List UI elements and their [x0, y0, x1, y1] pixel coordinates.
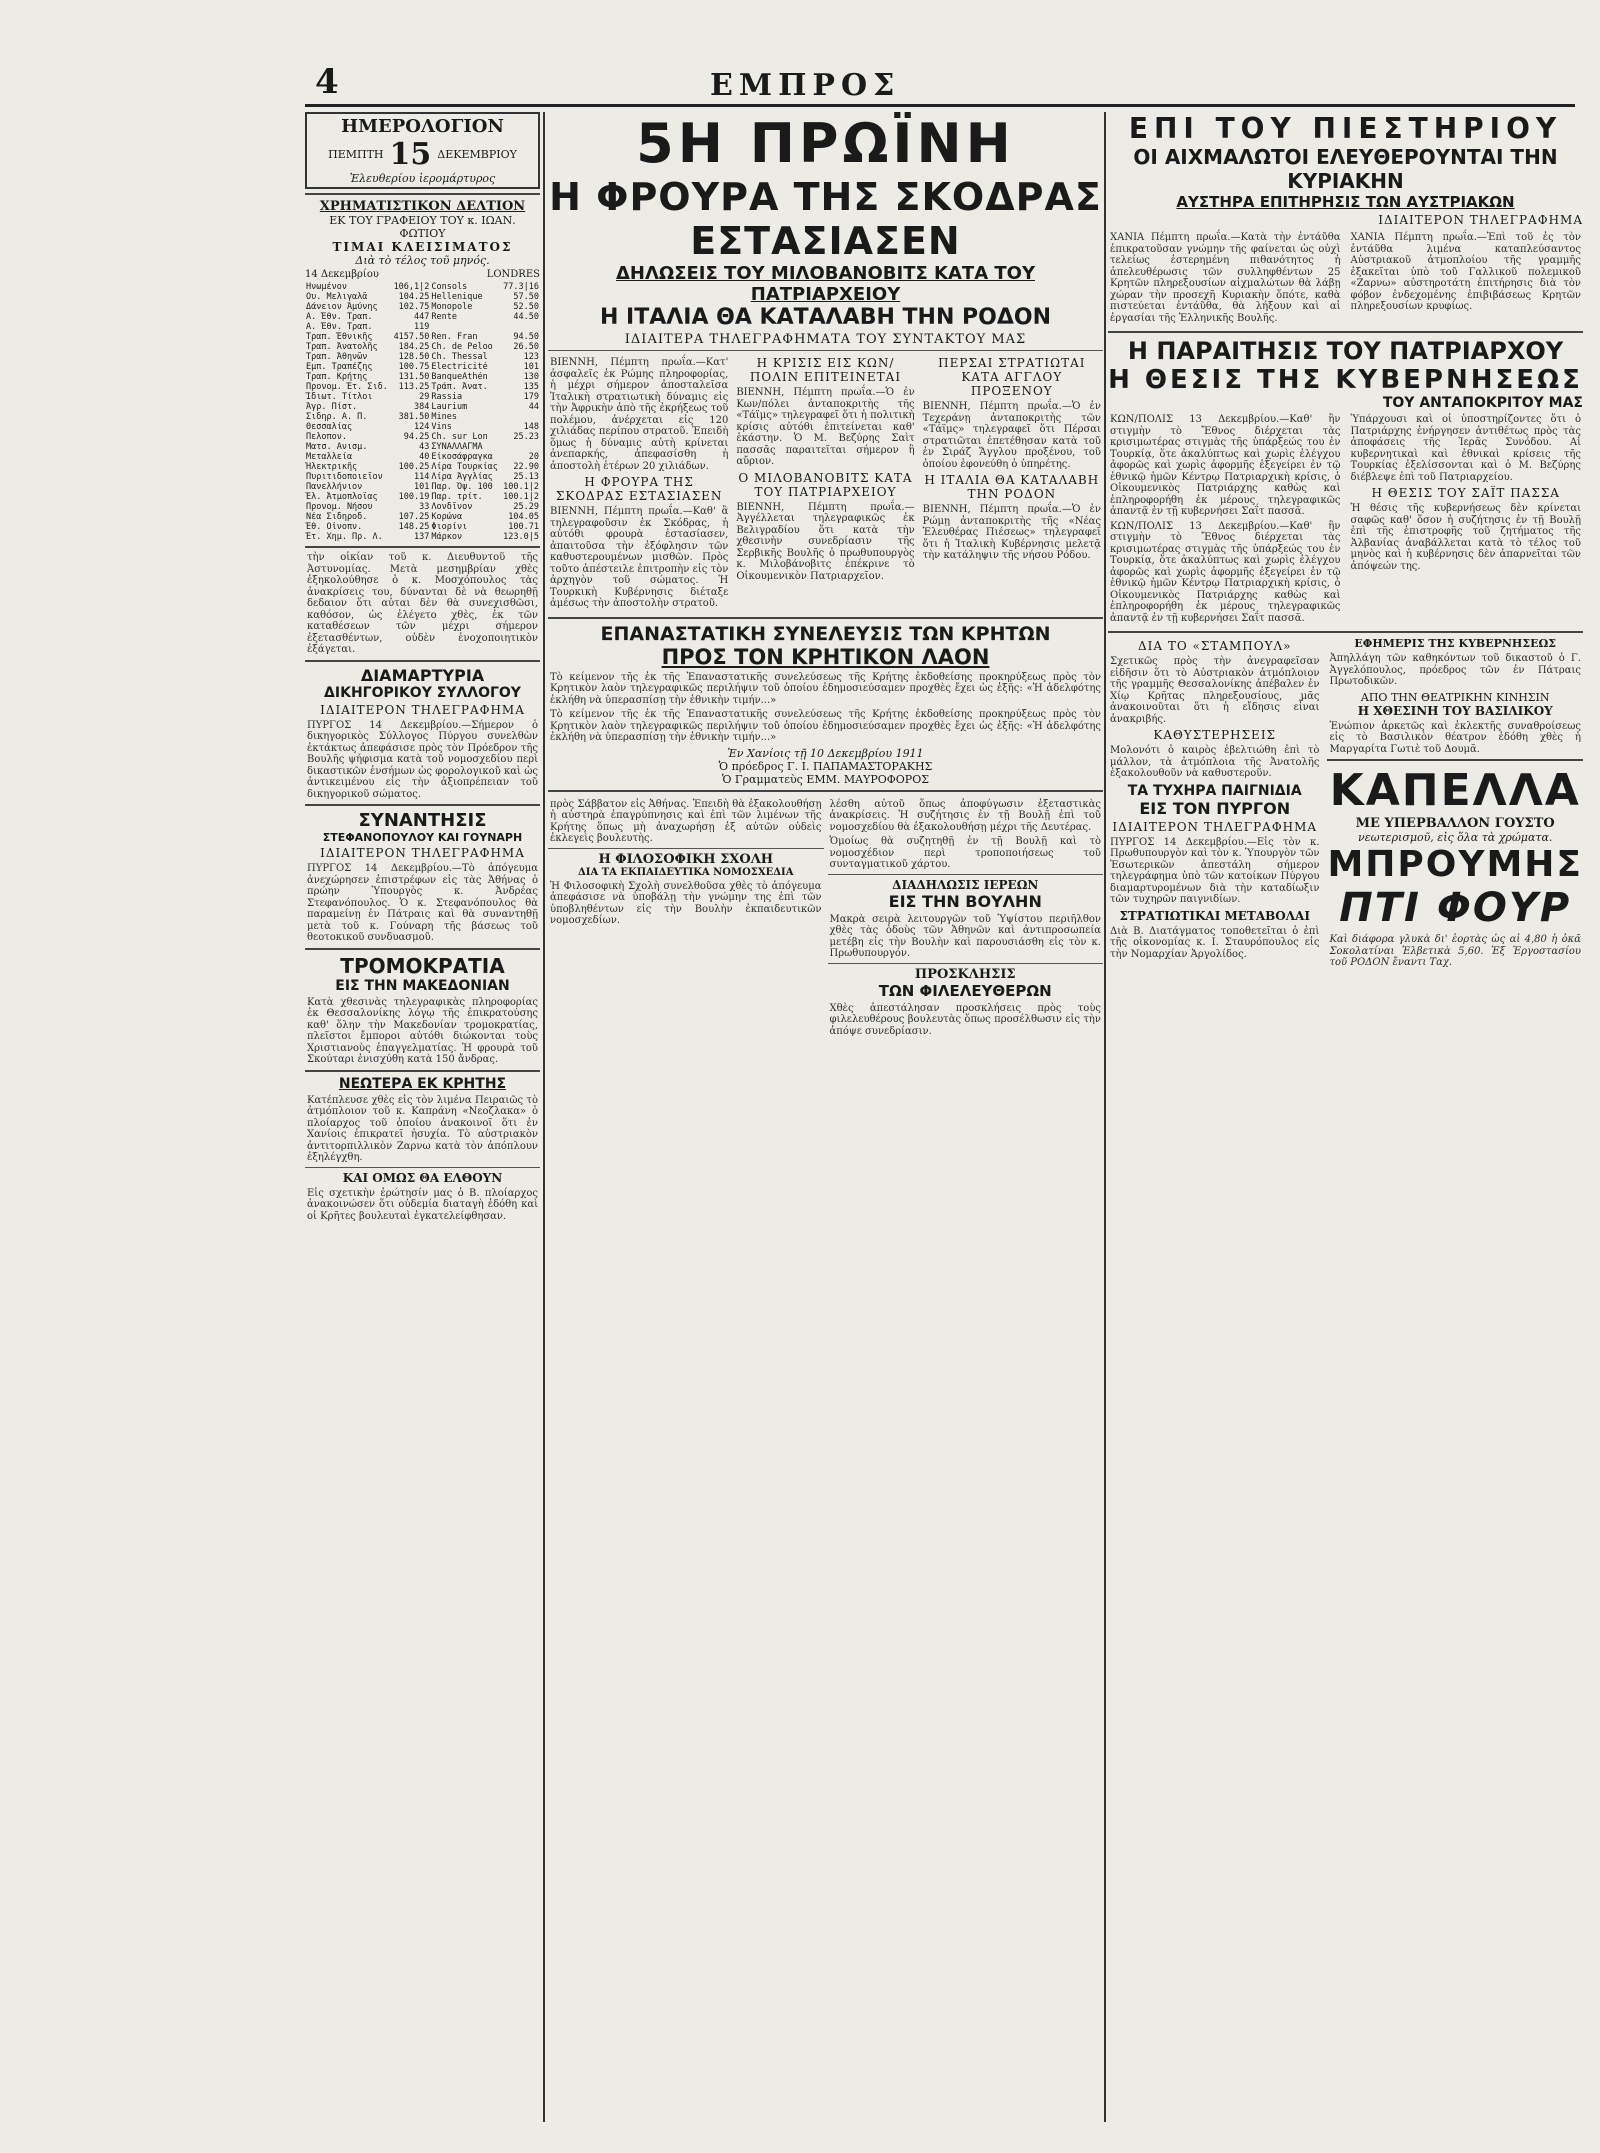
theatre-text: Ἐνώπιον ἀρκετῶς καὶ ἐκλεκτῆς συναθροίσεως εἰς τὸ Βασιλικὸν θέατρον ἐδόθη χθὲς ἡ Μαργαρίτα Γωτιὲ τοῦ Δουμᾶ. — [1329, 720, 1581, 755]
welcome-title: ΠΡΟΣΚΛΗΣΙΣ — [914, 966, 1016, 982]
market-note: Διὰ τὸ τέλος τοῦ μηνός. — [355, 254, 490, 267]
market-cell: 57.50 — [513, 292, 539, 302]
ad-brand: ΜΠΡΟΥΜΗΣ — [1327, 844, 1583, 885]
market-source: ΕΚ ΤΟΥ ΓΡΑΦΕΙΟΥ ΤΟΥ κ. ΙΩΑΝ. ΦΩΤΙΟΥ — [329, 214, 516, 240]
market-cell: 104.25 — [398, 292, 430, 302]
market-row — [305, 432, 540, 442]
captives-text-a: ΧΑΝΙΑ Πέμπτη πρωΐα.—Κατὰ τὴν ἐντάῦθα ἐπικρατοῦσαν γνώμην τῆς φαίνεται ὡς οὐχὶ τελείως ἐστερημένη πιθανότητος ἡ ἀπελευθέρωσις τῶν συλληφθέντων 25 Κρητῶν πληρεξουσίων αἰχμαλώτων θὰ λάβῃ χώραν τὴν προσεχῆ Κυριακὴν ὅπότε, καθὰ πιστεύεται ἐντάῦθα, θὰ λήξουν καὶ αἱ ἐργασίαι τῆς Ἑλληνικῆς Βουλῆς. — [1110, 232, 1341, 324]
market-closing: ΤΙΜΑΙ ΚΛΕΙΣΙΜΑΤΟΣ — [332, 240, 513, 254]
market-cell: 100.25 — [398, 462, 430, 472]
market-cell: 148.25 — [398, 522, 430, 532]
market-cell: Α. Ἐθν. Τραπ. — [306, 312, 373, 322]
market-cell: Παρ. τρίτ. — [431, 492, 483, 502]
market-cell: 52.50 — [513, 302, 539, 312]
police-text: τὴν οἰκίαν τοῦ κ. Διευθυντοῦ τῆς Ἀστυνομίας. Μετὰ μεσημβρίαν χθὲς ἐξηκολούθησε ὁ κ. Μοσχόπουλος τὰς ἀνακρίσεις του, δύνανται δὲ νὰ θεωρηθῇ δεδαιον ὅτι αὐται δὲν θὰ συνεχισθῶσι, καθόσον, ὡς ἐλέγετο χθὲς, ἐκ τῶν καταθέσεων τῶν μέχρι σήμερον ἐξετασθέντων, οὐδὲν ἐνοχοποιητικὸν ἐξάγεται. — [307, 552, 538, 655]
market-row — [305, 322, 540, 332]
press-head: ΕΠΙ ΤΟΥ ΠΙΕΣΤΗΡΙΟΥ — [1128, 112, 1563, 145]
cretan-text: Τὸ κείμενον τῆς ἐκ τῆς Ἐπαναστατικῆς συνελεύσεως τῆς Κρήτης ἐκδοθείσης προκηρύξεως πρὸς τὸν Κρητικὸν λαὸν τηλεγραφικῶς περιλήψιν τοῦ ὁποίου ἐδημοσιεύσαμεν προχθὲς ἔχει ὡς ἑξῆς: «Ἡ ἀδελφότης ἐκλήθη νὰ ὑπερασπίσῃ τὴν ἐθνικὴν τιμήν...» — [550, 709, 1101, 743]
market-cell — [501, 442, 540, 452]
market-cell: Τραπ. Ἀθηνῶν — [306, 352, 368, 362]
market-row — [305, 302, 540, 312]
patriarch-text — [1108, 411, 1583, 627]
market-cell: Μάρκον — [431, 532, 463, 542]
bottom-section — [548, 796, 1103, 1041]
page-header — [0, 0, 1600, 110]
market-cell: 137 — [414, 532, 430, 542]
market-cell: 20 — [528, 452, 539, 462]
market-cell: BanqueAthén — [431, 372, 488, 382]
column-left — [305, 112, 540, 2122]
divider — [1327, 759, 1583, 761]
market-cell: Ἰδιωτ. Τίτλοι — [306, 392, 373, 402]
market-cell: Ου. Μελιγαλᾶ — [306, 292, 368, 302]
patriarch-text-c: Ἡ θέσις τῆς κυβερνήσεως δὲν κρίνεται σαφῶς καθ' ὅσον ἡ συζήτησις ἐν τῇ Βουλῇ ἐπὶ τῆς ἐπιστροφῆς τοῦ ζητήματος τῆς Ἀλβανίας ἀναβάλλεται κατὰ τὸ τέλος τοῦ μηνὸς καὶ ἡ κυβέρνησις δὲν ἀπαρνεῖται τῶν ἀπόψεών της. — [1350, 503, 1581, 572]
market-cell: Ren. Fran — [431, 332, 478, 342]
market-cell: 113.25 — [398, 382, 430, 392]
deck-1: ΔΗΛΩΣΕΙΣ ΤΟΥ ΜΙΛΟΒΑΝΟΒΙΤΣ ΚΑΤΑ ΤΟΥ ΠΑΤΡΙΑΡΧΕΙΟΥ — [615, 263, 1036, 305]
telegram-a-head: Η ΦΡΟΥΡΑ ΤΗΣ ΣΚΟΔΡΑΣ ΕΣΤΑΣΙΑΣΕΝ — [555, 475, 723, 503]
market-row — [305, 512, 540, 522]
gazette-text: Ἀπηλλάγη τῶν καθηκόντων τοῦ δικαστοῦ ὁ Γ. Ἀγγελόπουλος, πρόεδρος τῶν ἐν Πάτραις Πρωτοδικῶν. — [1329, 653, 1581, 687]
market-row — [305, 332, 540, 342]
cretan-text: Τὸ κείμενον τῆς ἐκ τῆς Ἐπαναστατικῆς συνελεύσεως τῆς Κρήτης ἐκδοθείσης προκηρύξεως πρὸς τὸν Κρητικὸν λαὸν τηλεγραφικῶς περιλήψιν τοῦ ὁποίου ἐδημοσιεύσαμεν προχθὲς ἔχει ὡς ἑξῆς: «Ἡ ἀδελφότης ἐκλήθη νὰ ὑπερασπίσῃ τὴν ἐθνικὴν τιμήν...» — [550, 671, 1101, 706]
market-cell: Vins — [431, 422, 452, 432]
terror-title2: ΕΙΣ ΤΗΝ ΜΑΚΕΔΟΝΙΑΝ — [335, 977, 510, 994]
crete-tail-text: Εἰς σχετικὴν ἐρώτησίν μας ὁ Β. πλοίαρχος ἀνακοινώσεν ὅτι οὐδεμία διαταγὴ ἐδόθη καὶ οἱ Κρῆτες βουλευταὶ ἐγκατελείφθησαν. — [307, 1187, 538, 1222]
market-cell: Ἐθ. Οἰνοπν. — [306, 522, 363, 532]
market-row — [305, 312, 540, 322]
calendar-date — [309, 137, 536, 172]
divider — [305, 546, 540, 548]
market-cell: Μεταλλεία — [306, 452, 353, 462]
market-cell: 100.75 — [398, 362, 430, 372]
priests-text: Μακρὰ σειρὰ λειτουργῶν τοῦ Ὑψίστου περιῆλθον χθὲς τὰς ὁδοὺς τῶν Ἀθηνῶν καὶ ἀντιπροσωπεία μετέβη εἰς τὴν Βουλὴν καὶ παρουσιάσθη εἰς τὸν κ. Πρωθυπουργόν. — [829, 913, 1101, 959]
divider — [828, 963, 1104, 964]
market-cell: 184.25 — [398, 342, 430, 352]
market-cell: 29 — [419, 392, 430, 402]
market-cell: 130 — [523, 372, 539, 382]
market-row — [305, 342, 540, 352]
market-cell: Consols — [431, 282, 468, 292]
telegram-e-head: Η ΙΤΑΛΙΑ ΘΑ ΚΑΤΑΛΑΒΗ ΤΗΝ ΡΟΔΟΝ — [924, 473, 1100, 501]
ad-brand-2: ΠΤΙ ΦΟΥΡ — [1339, 885, 1572, 931]
market-row — [305, 492, 540, 502]
market-cell: Ἐτ. Χημ. Πρ. Λ. — [306, 532, 383, 542]
telegram-d: ΒΙΕΝΝΗ, Πέμπτη πρωΐα.—Ὁ ἐν Τεχεράνῃ ἀνταποκριτὴς τῶν «Τάϊμς» τηλεγραφεῖ ὅτι Πέρσαι στρατιῶται ἐπετέθησαν κατὰ τοῦ ἐν Σιράζ Ἄγγλου προξένου, τοῦ ὁποίου ἐφονεύθη ὁ ὑπηρέτης. — [922, 401, 1101, 470]
telegram-b: ΒΙΕΝΝΗ, Πέμπτη πρωΐα.—Ὁ ἐν Κων/πόλει ἀνταποκριτὴς τῆς «Τάϊμς» τηλεγραφεῖ ὅτι ἡ πολιτικὴ κρίσις αὐτόθι ἐπιτείνεται καθ' ἑκάστην. Ὁ Μ. Βεζύρης Σαὶτ πασσᾶς παραιτεῖται σήμερον ἢ αὔριον. — [736, 387, 915, 467]
market-cell: Θεσσαλίας — [306, 422, 353, 432]
correspondent-line: ΤΟΥ ΑΝΤΑΠΟΚΡΙΤΟΥ ΜΑΣ — [1382, 395, 1583, 411]
market-cell: 381.50 — [398, 412, 430, 422]
delays-head: ΚΑΘΥΣΤΕΡΗΣΕΙΣ — [1153, 728, 1277, 742]
priests-title: ΔΙΑΔΗΛΩΣΙΣ ΙΕΡΕΩΝ — [892, 877, 1039, 892]
market-cell: 131.50 — [398, 372, 430, 382]
market-row — [305, 472, 540, 482]
protest-title: ΔΙΑΜΑΡΤΥΡΙΑ — [360, 665, 485, 685]
bottom-text-3: Ὁμοίως θὰ συζητηθῇ ἐν τῇ Βουλῇ καὶ τὸ νομοσχέδιον περὶ τροποποιήσεως τοῦ συνταγματικοῦ χάρτου. — [829, 836, 1101, 870]
market-cell: 44 — [528, 402, 539, 412]
lead-headline: Η ΦΡΟΥΡΑ ΤΗΣ ΣΚΟΔΡΑΣ ΕΣΤΑΣΙΑΣΕΝ — [549, 175, 1102, 263]
market-cell: 100.1|2 — [503, 482, 539, 492]
telegram-c-head: Ο ΜΙΛΟΒΑΝΟΒΙΤΣ ΚΑΤΑ ΤΟΥ ΠΑΤΡΙΑΡΧΕΙΟΥ — [738, 470, 913, 499]
divider — [305, 660, 540, 662]
market-row — [305, 392, 540, 402]
masthead: ΕΜΠΡΟΣ — [710, 68, 901, 103]
telegram-c: ΒΙΕΝΝΗ, Πέμπτη πρωΐα.—Ἀγγέλλεται τηλεγραφικῶς ἐκ Βελιγραδίου ὅτι κατὰ τὴν χθεσινὴν συνεδρίασιν τῆς Σερβικῆς Βουλῆς ὁ πρωθυπουργὸς κ. Μιλοβάνοβιτς ἐπέκρινε τὸ Οἰκουμενικὸν Πατριαρχεῖον. — [736, 501, 915, 582]
column-divider — [543, 112, 545, 2122]
patriarch-text-a: ΚΩΝ/ΠΟΛΙΣ 13 Δεκεμβρίου.—Καθ' ἣν στιγμὴν τὸ Ἔθνος διέρχεται τὰς κρισιμωτέρας στιγμὰς τῆς ὑπάρξεώς του ἐν Τουρκίᾳ, ὅτε ἀκαλύπτως καὶ χωρὶς ἐλέγχου ἀφορῶς καὶ χωρὶς ἀφορμῆς ἐξεγείρει ἐν τῷ ἐθνικῷ ἡμῶν Κέντρῳ Πατριαρχικὴ κρίσις, ὁ Οἰκουμενικὸς Πατριάρχης καθὼς καὶ ἐπληροφορήθη ἐκ μέρους τηλεγραφικῶς ἀπαντᾷ ἐν τῇ κυβερνήσει Σαΐτ πασσᾶ. — [1110, 520, 1341, 624]
crete-text: Κατέπλευσε χθὲς εἰς τὸν λιμένα Πειραιῶς τὸ ἀτμόπλοιον τοῦ κ. Καπράνη «Νεοζλακα» ὁ πλοίαρχος τοῦ ὁποίου ἀνακοινοῖ ὅτι ἐν Χανίοις ἐπικρατεῖ ἡσυχία. Τὸ αὐστριακὸν ἀντιτορπιλλικὸν Ζαρνω κατὰ τὸν ἀπόπλουν ἐξηλέγχθη. — [307, 1094, 538, 1163]
market-cell: Ch. sur Lon — [431, 432, 488, 442]
market-cell: 94.50 — [513, 332, 539, 342]
meetings-title2: ΣΤΕΦΑΝΟΠΟΥΛΟΥ ΚΑΙ ΓΟΥΝΑΡΗ — [322, 831, 523, 844]
market-row — [305, 452, 540, 462]
market-cell — [501, 322, 540, 332]
kicker: 5Η ΠΡΩΪΝΗ — [636, 112, 1015, 175]
games-sub: ΙΔΙΑΙΤΕΡΟΝ ΤΗΛΕΓΡΑΦΗΜΑ — [1112, 819, 1318, 834]
market-cell: 135 — [523, 382, 539, 392]
market-cell: Πυριτιδοποιεῖον — [306, 472, 383, 482]
market-cell — [501, 412, 540, 422]
divider — [1108, 331, 1583, 333]
market-cell: 101 — [414, 482, 430, 492]
market-cell: 447 — [414, 312, 430, 322]
stampa-head: ΔΙΑ ΤΟ «ΣΤΑΜΠΟΥΛ» — [1137, 639, 1292, 653]
terror-text: Κατὰ χθεσινὰς τηλεγραφικὰς πληροφορίας ἐκ Θεσσαλονίκης λόγῳ τῆς ἐπικρατούσης καθ' ὅλην τὴν Μακεδονίαν τρομοκρατίας, πλεῖστοι ἔμποροι αὐτόθι διώκονται τοὺς Χριστιανοὺς ἐπαγγελματίας. Ἡ φρουρὰ τοῦ Σκούταρι ἐνισχύθη κατὰ 150 ἄνδρας. — [307, 996, 538, 1065]
market-row — [305, 522, 540, 532]
divider — [1108, 631, 1583, 633]
market-cell: Λονδῖνον — [431, 502, 473, 512]
market-row — [305, 482, 540, 492]
bottom-text: πρὸς Σάββατον εἰς Ἀθήνας. Ἐπειδὴ θὰ ἐξακολουθήσῃ ἡ αὐστηρὰ ἐπαγρύπνησις καὶ ἐπὶ τῶν λιμένων τῆς Κρήτης ὅπως μὴ ἀναχωρήσῃ ἐξ αὐτῶν οὐδεὶς ἐκλεγεὶς βουλευτὴς. — [550, 798, 822, 844]
market-cell: ΣΥΝΑΛΛΑΓΜΑ — [431, 442, 483, 452]
market-row — [305, 532, 540, 542]
market-cell: 25.13 — [513, 472, 539, 482]
stampa-text: Σχετικῶς πρὸς τὴν ἀνεγραφεῖσαν εἰδῆσιν ὅτι τὸ Αὐστριακὸν ἀτμόπλοιον τῆς γραμμῆς Θεσσαλονίκης ἀπέβαλεν ἐν Χίῳ Κρῆτας πληρεξουσίους, μᾶς ἀνακοινοῦται ὅτι ἡ εἴδησις εἶναι ἀνακριβής. — [1110, 656, 1320, 725]
divider — [305, 804, 540, 806]
divider — [548, 350, 1103, 351]
captives-text — [1108, 229, 1583, 327]
market-cell: Σιδηρ. Α. Π. — [306, 412, 368, 422]
telegram-e: ΒΙΕΝΝΗ, Πέμπτη πρωΐα.—Ὁ ἐν Ρώμῃ ἀνταποκριτὴς τῆς «Νέας Ἐλευθέρας Πιέσεως» τηλεγραφεῖ ὅτι ἡ Ἰταλικὴ Κυβέρνησις μελετᾷ τὴν κατάληψιν τῆς νήσου Ρόδου. — [922, 504, 1101, 561]
divider — [548, 848, 824, 849]
market-cell: Κορώνα — [431, 512, 463, 522]
divider — [305, 1070, 540, 1072]
theatre-head: ΑΠΟ ΤΗΝ ΘΕΑΤΡΙΚΗΝ ΚΙΝΗΣΙΝ — [1360, 690, 1550, 704]
market-cell — [430, 322, 501, 332]
market-cell: 100.19 — [398, 492, 430, 502]
market-cell: 106,1|2 — [393, 282, 430, 292]
terror-title: ΤΡΟΜΟΚΡΑΤΙΑ — [340, 953, 505, 978]
telegram-a: ΒΙΕΝΝΗ, Πέμπτη πρωΐα.—Κατ' ἀσφαλεῖς ἐκ Ρώμης πληροφορίας, ἡ μέχρι σήμερον ἀποσταλεῖσα Ἰταλικὴ στρατιωτικὴ δύναμις εἰς τὴν Ἀφρικὴν ἀπὸ τῆς ἐκρήξεως τοῦ πολέμου, ἀνέρχεται εἰς 120 χιλιάδας περίπου στρατοῦ. Ἐπειδὴ ὅμως ἡ δύναμις αὐτὴ κρίνεται ἀνεπαρκής, ἀπεφασίσθη ἡ ἀποστολὴ ἑτέρων 20 χιλιάδων. — [550, 357, 729, 472]
market-cell: 25.23 — [513, 432, 539, 442]
market-date: 14 Δεκεμβρίου — [305, 269, 379, 280]
bottom-text-2: λέσθη αὐτοῦ ὅπως ἀποφύγωσιν ἐξεταστικὰς ἀνακρίσεις. Ἡ συζήτησις ἐν τῇ Βουλῇ ἐπὶ τοῦ νομοσχεδίου θὰ ἐξακολουθήσῃ μέχρι τῆς Δευτέρας. — [829, 798, 1101, 833]
market-cell: 43 — [419, 442, 430, 452]
column-right — [1108, 112, 1583, 2122]
market-cell: Laurium — [431, 402, 468, 412]
patriarch-headline: Η ΠΑΡΑΙΤΗΣΙΣ ΤΟΥ ΠΑΤΡΙΑΡΧΟΥ — [1127, 337, 1564, 365]
market-cell: Monopole — [431, 302, 473, 312]
market-cell: 124 — [414, 422, 430, 432]
market-cell: Τραπ. Ἐθνικῆς — [306, 332, 373, 342]
games-text: ΠΥΡΓΟΣ 14 Δεκεμβρίου.—Εἰς τὸν κ. Πρωθυπουργὸν καὶ τὸν κ. Ὑπουργὸν τῶν Ἐσωτερικῶν ἀπεστάλη σήμερον τηλεγράφημα ὑπὸ τῶν κατοίκων Πύργου διαμαρτυρομένων διὰ τὴν καταδίωξιν τῶν τυχηρῶν παιγνιδίων. — [1110, 836, 1320, 905]
divider — [548, 790, 1103, 792]
market-cell: Ch. Thessal — [431, 352, 488, 362]
market-cell: Δάνειον Ἀμύνης — [306, 302, 378, 312]
market-row — [305, 412, 540, 422]
market-cell: Εἰκοσάφραγκα — [431, 452, 493, 462]
military-head: ΣΤΡΑΤΙΩΤΙΚΑΙ ΜΕΤΑΒΟΛΑΙ — [1119, 908, 1310, 923]
meetings-text: ΠΥΡΓΟΣ 14 Δεκεμβρίου.—Τὸ ἀπόγευμα ἀνεχώρησεν ἐπιστρέφων εἰς τὰς Ἀθήνας ὁ πρώην Ὑπουργὸς κ. Ἀνδρέας Στεφανόπουλος. Ὁ κ. Στεφανόπουλος θὰ παραμείνῃ ἐν Πάτραις καὶ θὰ συναντηθῇ μετὰ τοῦ κ. Γούναρη τῆς βάσεως τοῦ θεοτοκικοῦ συνδυασμοῦ. — [307, 863, 538, 943]
market-cell: Τραπ. Κρήτης — [306, 372, 368, 382]
lower-right — [1108, 637, 1583, 972]
gazette-head: ΕΦΗΜΕΡΙΣ ΤΗΣ ΚΥΒΕΡΝΗΣΕΩΣ — [1354, 637, 1557, 650]
page-number: 4 — [315, 62, 339, 102]
priests-title2: ΕΙΣ ΤΗΝ ΒΟΥΛΗΝ — [888, 891, 1042, 911]
market-cell: Εμπ. Τραπέζης — [306, 362, 373, 372]
market-row — [305, 362, 540, 372]
market-cell: Προνομ. Ἐτ. Σιδ. — [306, 382, 388, 392]
calendar-month: ΔΕΚΕΜΒΡΙΟΥ — [437, 148, 517, 161]
market-cell: 101 — [523, 362, 539, 372]
cretan-section — [548, 623, 1103, 786]
telegram-b-head: Η ΚΡΙΣΙΣ ΕΙΣ ΚΩΝ/ΠΟΛΙΝ ΕΠΙΤΕΙΝΕΤΑΙ — [749, 356, 902, 384]
market-cell: 100.1|2 — [503, 492, 539, 502]
market-cell: 123.0|5 — [503, 532, 539, 542]
games-head2: ΕΙΣ ΤΟΝ ΠΥΡΓΟΝ — [1139, 798, 1291, 818]
byline: ΙΔΙΑΙΤΕΡΑ ΤΗΛΕΓΡΑΦΗΜΑΤΑ ΤΟΥ ΣΥΝΤΑΚΤΟΥ ΜΑΣ — [624, 332, 1027, 347]
divider — [305, 948, 540, 950]
ad-line: ΜΕ ΥΠΕΡΒΑΛΛΟΝ ΓΟΥΣΤΟ — [1355, 816, 1555, 831]
divider — [305, 193, 540, 195]
market-cell: 26.50 — [513, 342, 539, 352]
school-text: Ἡ Φιλοσοφικὴ Σχολὴ συνελθοῦσα χθὲς τὸ ἀπόγευμα ἀπεφάσισε νὰ ὑποβάλῃ τὴν γνώμην της ἐπὶ τῶν ὑποβληθέντων εἰς τὴν Βουλὴν ἐκπαιδευτικῶν νομοσχεδίων. — [550, 880, 822, 926]
protest-sub: ΙΔΙΑΙΤΕΡΟΝ ΤΗΛΕΓΡΑΦΗΜΑ — [320, 702, 525, 717]
market-row — [305, 422, 540, 432]
market-cell: 384 — [414, 402, 430, 412]
market-cell: Τραπ. Ἀνατολῆς — [306, 342, 378, 352]
market-cell: Hellenique — [431, 292, 483, 302]
calendar-title: ΗΜΕΡΟΛΟΓΙΟΝ — [341, 116, 504, 137]
market-cell: Ἠλεκτρικῆς — [306, 462, 358, 472]
school-title: Η ΦΙΛΟΣΟΦΙΚΗ ΣΧΟΛΗ — [598, 851, 774, 867]
market-cell: Προνομ. Νήσου — [306, 502, 373, 512]
captives-text-b: ΧΑΝΙΑ Πέμπτη πρωΐα.—Ἐπὶ τοῦ ἐς τὸν ἐντάῦθα λιμένα καταπλεύσαντος Αὐστριακοῦ ἀτμοπλοίου τῆς γραμμῆς ἐξακεῖται ὑπὸ τοῦ Γαλλικοῦ πολεμικοῦ «Ζαρνω» αὐστηροτάτη ἐπιτήρησις διὰ τὸν φόβον ἐνδεχομένης ἐπιβιβάσεως Κρητῶν πληρεξουσίων κρυφίως. — [1350, 232, 1581, 312]
market-cell: Rente — [431, 312, 457, 322]
market-cell: 179 — [523, 392, 539, 402]
calendar-saint: Ἐλευθερίου ἱερομάρτυρος — [349, 172, 496, 185]
market-cell: Πανελλήνιον — [306, 482, 363, 492]
market-cell: 102.75 — [398, 302, 430, 312]
market-cell: Α. Ἐθν. Τραπ. — [306, 322, 373, 332]
market-cell: 77.3|16 — [503, 282, 539, 292]
divider — [828, 874, 1104, 875]
austria-headline: ΑΥΣΤΗΡΑ ΕΠΙΤΗΡΗΣΙΣ ΤΩΝ ΑΥΣΤΡΙΑΚΩΝ — [1176, 193, 1515, 211]
theatre-head2: Η ΧΘΕΣΙΝΗ ΤΟΥ ΒΑΣΙΛΙΚΟΥ — [1357, 703, 1553, 718]
military-text: Διὰ Β. Διατάγματος τοποθετεῖται ὁ ἐπὶ τῆς οἰκονομίας κ. Ι. Σταυρόπουλος εἰς τὴν Νομαρχίαν Ἀργολίδος. — [1110, 925, 1320, 960]
calendar-weekday: ΠΕΜΠΤΗ — [328, 148, 384, 161]
meetings-title: ΣΥΝΑΝΤΗΣΙΣ — [358, 810, 487, 831]
captives-headline: ΟΙ ΑΙΧΜΑΛΩΤΟΙ ΕΛΕΥΘΕΡΟΥΝΤΑΙ ΤΗΝ ΚΥΡΙΑΚΗΝ — [1133, 145, 1558, 193]
protest-text: ΠΥΡΓΟΣ 14 Δεκεμβρίου.—Σήμερον ὁ δικηγορικὸς Σύλλογος Πύργου συνελθὼν ἐκτάκτως ἀπεφάσισε πρὸς τὸν Πρόεδρον τῆς Βουλῆς ψήφισμα κατὰ τοῦ νομοσχεδίου περὶ δικαστικῶν ἐνσήμων ὡς φορολογικοῦ καὶ ὡς ἀντικειμένου εἰς τὴν ἀξιοπρέπειαν τοῦ δικηγορικοῦ σώματος. — [307, 719, 538, 800]
cretan-sign: Ἐν Χανίοις τῇ 10 Δεκεμβρίου 1911 — [727, 746, 924, 760]
school-title2: ΔΙΑ ΤΑ ΕΚΠΑΙΔΕΥΤΙΚΑ ΝΟΜΟΣΧΕΔΙΑ — [578, 866, 794, 878]
column-divider — [1104, 112, 1106, 2122]
ad-line-3: νεωτερισμοῦ, εἰς ὅλα τὰ χρώματα. — [1358, 831, 1553, 844]
market-cell: 107.25 — [398, 512, 430, 522]
cretan-sign-president: Ὁ πρόεδρος Γ. Ι. ΠΑΠΑΜΑΣΤΟΡΑΚΗΣ — [718, 759, 933, 773]
header-rule — [305, 104, 1575, 107]
market-row — [305, 402, 540, 412]
telegram-d-head: ΠΕΡΣΑΙ ΣΤΡΑΤΙΩΤΑΙ ΚΑΤΑ ΑΓΓΛΟΥ ΠΡΟΞΕΝΟΥ — [938, 356, 1086, 398]
crete-tail-title: ΚΑΙ ΟΜΩΣ ΘΑ ΕΛΘΟΥΝ — [342, 1170, 503, 1185]
telegram-a2: ΒΙΕΝΝΗ, Πέμπτη πρωΐα.—Καθ' ἃ τηλεγραφοῦσιν ἐκ Σκόδρας, ἡ αὐτόθι φρουρὰ ἐστασίασεν, ἀπαιτοῦσα τὴν ἐξόφλησιν τῶν καθυστερουμένων μισθῶν. Πρὸς τοῦτο ἀπέστειλε ἐπιτροπὴν εἰς τὸν ἀρχηγὸν τοῦ σώματος. Ἡ Τουρκικὴ Κυβέρνησις διέταξε ἀμέσως τὴν ἀποστολὴν στρατοῦ. — [550, 506, 729, 609]
market-cell: 148 — [523, 422, 539, 432]
games-head: ΤΑ ΤΥΧΗΡΑ ΠΑΙΓΝΙΔΙΑ — [1127, 782, 1302, 799]
market-cell: Νέα Σιδηροδ. — [306, 512, 368, 522]
divider — [305, 1167, 540, 1168]
cretan-sign-secretary: Ὁ Γραμματεὺς ΕΜΜ. ΜΑΥΡΟΦΟΡΟΣ — [721, 772, 929, 786]
market-cell: Rassia — [431, 392, 463, 402]
column-center — [548, 112, 1103, 2122]
market-cell: 123 — [523, 352, 539, 362]
market-row — [305, 502, 540, 512]
market-cell: 119 — [414, 322, 430, 332]
delays-text: Μολονότι ὁ καιρὸς ἐβελτιώθη ἐπὶ τὸ μάλλον, τὰ ἀτμόπλοια τῆς Ἀνατολῆς ἐξακολουθοῦν νὰ καθυστεροῦν. — [1110, 745, 1320, 779]
welcome-text: Χθὲς ἀπεστάλησαν προσκλήσεις πρὸς τοὺς φιλελευθέρους βουλευτὰς ὅπως προσέλθωσιν εἰς τὴν ἀπόψε συνεδρίασιν. — [829, 1002, 1101, 1037]
cretan-title: ΕΠΑΝΑΣΤΑΤΙΚΗ ΣΥΝΕΛΕΥΣΙΣ ΤΩΝ ΚΡΗΤΩΝ — [600, 622, 1051, 645]
market-cell: 44.50 — [513, 312, 539, 322]
ad-tail: Καὶ διάφορα γλυκὰ δι' ἑορτὰς ὡς αἱ 4,80 ἡ ὀκᾶ Σοκολατίναι Ἐλβετικὰ 5,60. Ἐξ Ἐργοστασίου τοῦ ΡΟΔΟΝ ἔναντι Ταχ. — [1329, 934, 1581, 968]
crete-title: ΝΕΩΤΕΡΑ ΕΚ ΚΡΗΤΗΣ — [338, 1075, 507, 1092]
market-cell: 33 — [419, 502, 430, 512]
market-cell: Παρ. Ὀψ. 100 — [431, 482, 493, 492]
market-row — [305, 462, 540, 472]
market-cell: 4157.50 — [393, 332, 430, 342]
market-cell: 40 — [419, 452, 430, 462]
cretan-title2: ΠΡΟΣ ΤΟΝ ΚΡΗΤΙΚΟΝ ΛΑΟΝ — [661, 644, 990, 669]
divider — [548, 617, 1103, 619]
market-cell: Ματσ. Ανισμ. — [306, 442, 368, 452]
market-cell: 94.25 — [403, 432, 430, 442]
market-london: LONDRES — [486, 269, 540, 280]
market-cell: Ηνωμένον — [306, 282, 347, 292]
market-cell: Λίρα Ἀγγλίας — [431, 472, 493, 482]
calendar-day: 15 — [389, 137, 432, 172]
deck-2: Η ΙΤΑΛΙΑ ΘΑ ΚΑΤΑΛΑΒΗ ΤΗΝ ΡΟΔΟΝ — [599, 305, 1052, 330]
market-cell: Ἑλ. Ἀτμοπλοΐας — [306, 492, 378, 502]
telegrams — [548, 354, 1103, 613]
meetings-sub: ΙΔΙΑΙΤΕΡΟΝ ΤΗΛΕΓΡΑΦΗΜΑ — [320, 846, 525, 860]
market-cell: Λίρα Τουρκίας — [431, 462, 498, 472]
market-cell: 128.50 — [398, 352, 430, 362]
calendar-box — [305, 112, 540, 189]
market-cell: 104.05 — [508, 512, 539, 522]
patriarch-text-a: ΚΩΝ/ΠΟΛΙΣ 13 Δεκεμβρίου.—Καθ' ἣν στιγμὴν τὸ Ἔθνος διέρχεται τὰς κρισιμωτέρας στιγμὰς τῆς ὑπάρξεώς του ἐν Τουρκίᾳ, ὅτε ἀκαλύπτως καὶ χωρὶς ἐλέγχου ἀφορῶς καὶ χωρὶς ἀφορμῆς ἐξεγείρει ἐν τῷ ἐθνικῷ ἡμῶν Κέντρῳ Πατριαρχικὴ κρίσις, ὁ Οἰκουμενικὸς Πατριάρχης καθὼς καὶ ἐπληροφορήθη ἐκ μέρους τηλεγραφικῶς ἀπαντᾷ ἐν τῇ κυβερνήσει Σαΐτ πασσᾶ. — [1110, 414, 1341, 517]
market-row — [305, 352, 540, 362]
market-table — [305, 282, 540, 542]
market-cell: Ch. de Peloo — [431, 342, 493, 352]
welcome-title2: ΤΩΝ ΦΙΛΕΛΕΥΘΕΡΩΝ — [878, 981, 1052, 1000]
government-headline: Η ΘΕΣΙΣ ΤΗΣ ΚΥΒΕΡΝΗΣΕΩΣ — [1108, 365, 1583, 395]
market-row — [305, 372, 540, 382]
telegram-sub: ΙΔΙΑΙΤΕΡΟΝ ΤΗΛΕΓΡΑΦΗΜΑ — [1378, 213, 1583, 227]
patriarch-text-b: Ὑπάρχουσι καὶ οἱ ὑποστηρίζοντες ὅτι ὁ Πατριάρχης ἐνήργησεν ἀντιθέτως πρὸς τὰς ἀποφάσεις τῆς Ἱερᾶς Συνόδου. Αἱ κυβερνητικαὶ καὶ ἐθνικαὶ κρίσεις τῆς Τουρκίας ἐξελίσσονται καὶ ὁ Μ. Βεζύρης διέβλεψε ἐπὶ τοῦ Πατριαρχείου. — [1350, 414, 1581, 483]
said-pasha-head: Η ΘΕΣΙΣ ΤΟΥ ΣΑΪΤ ΠΑΣΣΑ — [1371, 486, 1560, 500]
market-cell: 22.90 — [513, 462, 539, 472]
market-cell: Φιορίνι — [431, 522, 468, 532]
market-cell: 114 — [414, 472, 430, 482]
market-cell: 25.29 — [513, 502, 539, 512]
protest-title2: ΔΙΚΗΓΟΡΙΚΟΥ ΣΥΛΛΟΓΟΥ — [324, 684, 521, 701]
market-row — [305, 282, 540, 292]
market-cell: Ἀγρ. Πίστ. — [306, 402, 358, 412]
market-cell: Πελοπον. — [306, 432, 347, 442]
market-cell: Mines — [431, 412, 457, 422]
market-title: ΧΡΗΜΑΤΙΣΤΙΚΟΝ ΔΕΛΤΙΟΝ — [319, 199, 526, 214]
market-row — [305, 292, 540, 302]
market-row — [305, 442, 540, 452]
market-cell: Electricité — [431, 362, 488, 372]
market-cell: 100.71 — [508, 522, 539, 532]
ad-title: ΚΑΠΕΛΛΑ — [1329, 765, 1581, 816]
market-row — [305, 382, 540, 392]
market-cell: Τράπ. Ἀνατ. — [431, 382, 488, 392]
